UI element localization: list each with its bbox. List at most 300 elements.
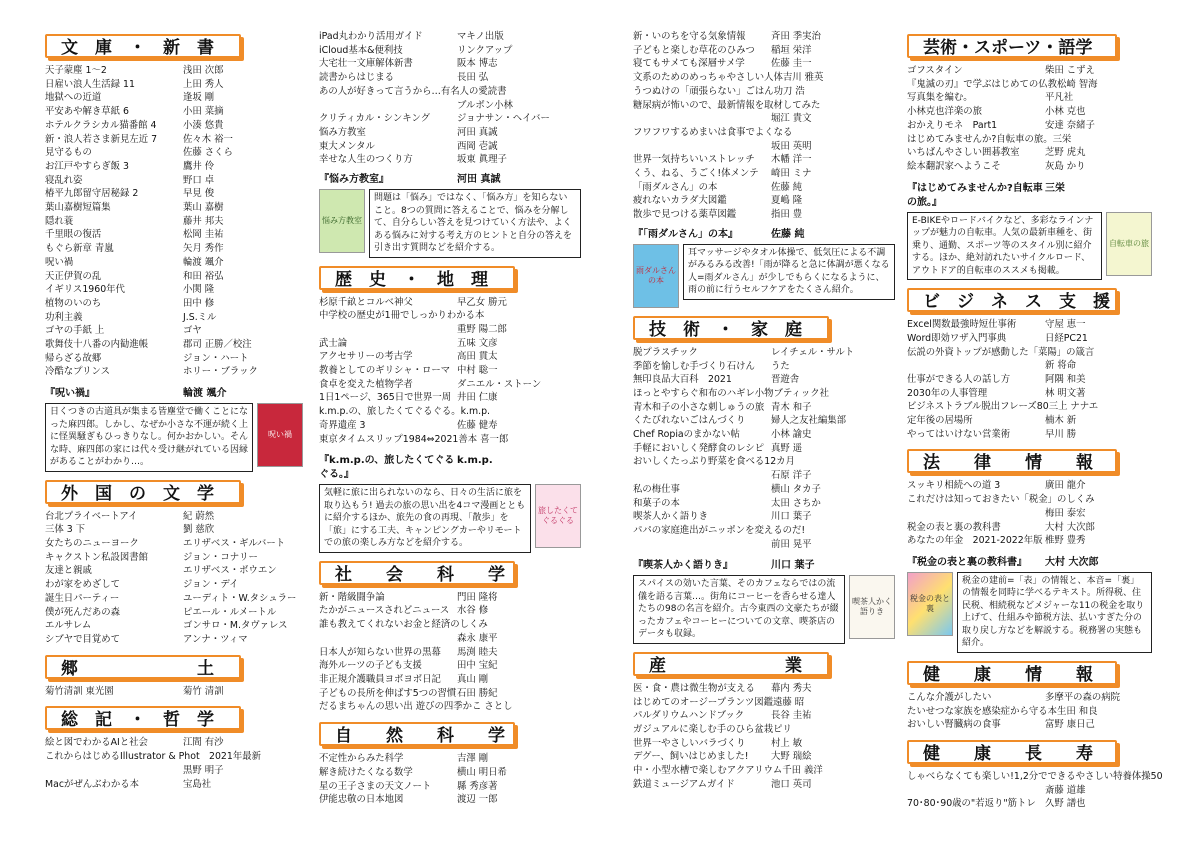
book-title: 糖尿病が怖いので、最新情報を取材してみた xyxy=(633,99,821,111)
book-author: 紀 蔚然 xyxy=(183,510,215,522)
section-heading: 法 律 情 報 xyxy=(907,449,1117,473)
book-author: 青木 和子 xyxy=(771,401,812,413)
book-list xyxy=(907,318,1152,441)
book-row xyxy=(633,737,895,751)
book-row xyxy=(633,414,895,428)
book-row xyxy=(319,604,581,618)
book-title: 植物のいのち xyxy=(45,297,102,309)
book-row xyxy=(45,338,303,352)
book-row xyxy=(45,297,303,311)
book-row xyxy=(45,778,303,792)
book-row xyxy=(319,350,581,364)
book-author: ブルボン小林 xyxy=(457,99,513,111)
book-row xyxy=(319,618,581,632)
book-title: 文系のためのめっちゃやさしい人体 xyxy=(633,72,783,84)
book-title: 椿平九郎留守居秘録 2 xyxy=(45,188,139,200)
book-author: 太田 さちか xyxy=(771,497,821,509)
book-list xyxy=(319,591,581,714)
featured-description: E-BIKEやロードバイクなど、多彩なラインナップが魅力の自転車。人気の最新車種を、街乗り、通勤、スポーツ等のスタイル別に紹介する。ほか、絶対訪れたいサイクルロード、アウトドア的自転車のススメも掲載。 xyxy=(907,212,1102,281)
book-title xyxy=(45,764,183,778)
book-author: 小林 諭史 xyxy=(771,429,812,441)
book-author: 木幡 洋一 xyxy=(771,154,812,166)
featured-book xyxy=(907,556,1152,653)
book-title: ゴフスタイン xyxy=(907,65,963,76)
book-row xyxy=(633,469,895,483)
book-list xyxy=(907,691,1152,732)
book-title: イギリス1960年代 xyxy=(45,284,125,296)
book-author: 佐藤 健寿 xyxy=(457,419,498,431)
section-heading: ビ ジ ネ ス 支 援 xyxy=(907,288,1117,312)
book-author: 早乙女 勝元 xyxy=(457,296,507,308)
book-cover-image: 喫茶人かく語りき xyxy=(849,575,895,639)
book-author xyxy=(792,126,895,140)
book-author: リンクアップ xyxy=(457,44,513,56)
book-title: 中・小型水槽で楽しむアクアリウム xyxy=(633,765,783,777)
book-title: 季節を愉しむ手づくり石けん xyxy=(633,360,755,372)
section-heading: 外 国 の 文 学 xyxy=(45,480,241,504)
book-title: 解き続けたくなる数学 xyxy=(319,766,413,778)
book-row xyxy=(45,256,303,270)
book-author: 功刀 浩 xyxy=(773,85,805,97)
book-row xyxy=(319,296,581,310)
book-author: 宝島社 xyxy=(183,778,212,790)
book-author xyxy=(484,309,581,323)
book-author: 縣 秀彦著 xyxy=(457,780,498,792)
book-title: 功利主義 xyxy=(45,311,83,323)
section-heading: 文 庫 ・ 新 書 xyxy=(45,34,241,58)
featured-body xyxy=(319,189,581,258)
book-author: ジョン・ハート xyxy=(183,352,249,364)
featured-book xyxy=(319,173,581,258)
book-row xyxy=(633,194,895,208)
book-title: パルダリウムハンドブック xyxy=(633,710,745,722)
book-author: 川口 葉子 xyxy=(771,511,812,523)
book-author: 佐々木 裕一 xyxy=(183,133,233,145)
book-section xyxy=(633,316,895,552)
book-author: 真野 遥 xyxy=(771,442,803,454)
book-row xyxy=(907,146,1152,160)
book-title: 海外ルーツの子ども支援 xyxy=(319,660,422,672)
book-title: 誰も教えてくれないお金と経済のしくみ xyxy=(319,619,488,631)
book-row xyxy=(907,91,1152,105)
book-cover-image: 旅したくてぐるぐる xyxy=(535,484,581,548)
book-title: ホテルクラシカル猫番館 4 xyxy=(45,119,157,131)
book-section xyxy=(907,34,1152,174)
book-row xyxy=(319,687,581,701)
book-author: 郡司 正勝／校注 xyxy=(183,339,252,351)
book-row xyxy=(45,736,303,750)
book-row xyxy=(45,578,303,592)
book-row xyxy=(45,324,303,338)
book-row xyxy=(45,606,303,620)
book-author: 梅田 泰宏 xyxy=(1045,507,1086,519)
book-author: 輪渡 颯介 xyxy=(183,256,224,268)
book-author: 小田 菜摘 xyxy=(183,106,224,118)
book-title: 2030年の人事管理 xyxy=(907,387,988,399)
book-title: Excel関数最強時短仕事術 xyxy=(907,319,1017,331)
book-list xyxy=(319,296,581,447)
featured-author: 河田 真誠 xyxy=(457,174,501,186)
book-title xyxy=(633,140,771,154)
book-title: 東京タイムスリップ1984⇔2021 xyxy=(319,433,459,445)
featured-author: 大村 大次郎 xyxy=(1045,556,1099,568)
book-row xyxy=(907,387,1152,401)
book-author: ユーディト・W.タシュラー xyxy=(183,592,297,604)
book-title: 私の梅仕事 xyxy=(633,483,680,495)
book-row xyxy=(907,770,1163,784)
book-title xyxy=(319,323,457,337)
book-cover-image: 雨ダルさんの本 xyxy=(633,244,679,308)
featured-title-line xyxy=(45,387,303,401)
book-row xyxy=(319,57,581,71)
featured-description: 耳マッサージやタオル体操で、低気圧による不調がみるみる改善!「雨が降ると急に体調が悪くなる人=雨ダルさん」が少しでもらくになるように、雨の前に行うセルフケアをたくさん紹介。 xyxy=(683,244,895,300)
book-author: 指田 豊 xyxy=(771,209,803,221)
book-author: 生田 和良 xyxy=(1057,705,1098,717)
book-list xyxy=(907,770,1163,811)
book-row xyxy=(633,401,895,415)
book-title: 日本人が知らない世界の黒幕 xyxy=(319,646,441,658)
book-title: くたびれないごはんづくり xyxy=(633,415,746,427)
book-row xyxy=(633,99,895,113)
book-row xyxy=(633,497,895,511)
book-title xyxy=(633,469,771,483)
book-row xyxy=(319,323,581,337)
book-row xyxy=(907,373,1152,387)
book-row xyxy=(319,337,581,351)
featured-description: 日くつきの古道具が集まる皆塵堂で働くことになった麻四郎。しかし、なぜか小さな不運が続く上に怪異騒ぎもひっきりなし。何かおかしい。そんな時、麻四郎の家には代々受け継がれている因縁があることがわかり…。 xyxy=(45,403,253,472)
featured-description: 問題は「悩み」ではなく、「悩み方」を知らないこと。8つの質問に答えることで、悩みを分解して、自分らしい答えを見つけていく方法や、よくある悩みに対する考え方のヒントと自分の答えを引き出す質問などを紹介する。 xyxy=(369,189,581,258)
book-title: 小林克也洋楽の旅 xyxy=(907,106,983,118)
book-title: 世界一やさしいバラづくり xyxy=(633,737,746,749)
book-row xyxy=(45,537,303,551)
book-row xyxy=(45,64,303,78)
book-row xyxy=(45,352,303,366)
book-author: 浅田 次郎 xyxy=(183,65,224,76)
book-row xyxy=(45,174,303,188)
featured-description: 税金の建前=「表」の情報と、本音=「裏」の情報を同時に学べるテキスト。所得税、住民税、相続税などメジャーな11の税金を取り上げて、仕組みや節税方法、払いすぎた分の取り戻し方などを解説する。税務署の実態も紹介。 xyxy=(957,572,1152,653)
book-author: 石原 洋子 xyxy=(771,470,812,482)
book-title: フワフワするめまいは食事でよくなる xyxy=(633,126,793,138)
book-row xyxy=(319,591,581,605)
featured-book xyxy=(633,228,895,308)
book-author xyxy=(507,85,581,99)
book-row xyxy=(319,140,581,154)
featured-title: 『税金の表と裏の教科書』 xyxy=(907,556,1027,568)
book-author: 鷹井 伶 xyxy=(183,160,215,172)
book-row xyxy=(633,682,895,696)
book-title: 誕生日パーティー xyxy=(45,592,120,604)
book-author: 藤井 邦夫 xyxy=(183,215,224,227)
book-row xyxy=(45,201,303,215)
book-title: 地獄への近道 xyxy=(45,92,102,104)
book-author: 斎藤 道雄 xyxy=(1045,784,1086,796)
book-title: 『鬼滅の刃』で学ぶはじめての仏教 xyxy=(907,78,1058,90)
book-title: 疲れないカラダ大図鑑 xyxy=(633,195,727,207)
featured-title: 『呪い禍』 xyxy=(45,388,95,400)
book-title: 不定性からみた科学 xyxy=(319,753,404,765)
book-author: 善本 喜一郎 xyxy=(458,433,509,445)
book-row xyxy=(319,752,581,766)
book-title: おいしい腎臓病の食事 xyxy=(907,719,1001,731)
book-author: 上田 秀人 xyxy=(183,78,224,90)
featured-body xyxy=(633,575,895,644)
book-author: うた xyxy=(771,360,790,372)
book-title: 大宅壮一文庫解体新書 xyxy=(319,58,413,70)
book-cover-image: 自転車の旅 xyxy=(1106,212,1152,276)
book-row xyxy=(319,632,581,646)
book-list xyxy=(45,64,303,379)
book-author: 遠藤 昭 xyxy=(772,696,805,708)
book-author: 楠木 新 xyxy=(1045,415,1077,427)
book-author: 早見 俊 xyxy=(183,188,215,200)
book-row xyxy=(633,346,895,360)
book-author: 横山 明日希 xyxy=(457,766,507,778)
book-title: iPad丸わかり活用ガイド xyxy=(319,31,423,42)
book-author xyxy=(1094,346,1152,360)
book-author: 坂田 英明 xyxy=(771,140,812,152)
featured-title: 『喫茶人かく語りき』 xyxy=(633,560,733,572)
featured-book xyxy=(633,559,895,644)
book-section xyxy=(633,652,895,792)
book-author: 馬渕 睦夫 xyxy=(457,646,498,658)
book-title: 冷酷なプリンス xyxy=(45,366,110,378)
book-title: Word即効ワザ入門事典 xyxy=(907,332,1007,344)
book-row xyxy=(633,126,895,140)
book-author: マキノ出版 xyxy=(457,31,504,42)
book-row xyxy=(319,364,581,378)
book-title: 星の王子さまの天文ノート xyxy=(319,780,432,792)
book-title: 寝てもサメても深層サメ学 xyxy=(633,58,745,70)
book-row xyxy=(633,71,895,85)
book-title: 杉原千畝とコルベ神父 xyxy=(319,296,413,308)
book-author: 長谷 圭祐 xyxy=(771,710,812,722)
book-row xyxy=(633,696,895,710)
book-author: 松崎 智海 xyxy=(1057,78,1098,90)
featured-author: k.m.p. xyxy=(457,455,493,467)
book-title: k.m.p.の、旅したくてぐるぐる。 xyxy=(319,406,461,418)
book-row xyxy=(633,181,895,195)
book-row xyxy=(633,387,895,401)
book-row xyxy=(319,30,581,44)
book-title: ほっとやすらぐ和布のハギレ小物 xyxy=(633,387,774,399)
book-row xyxy=(45,365,303,379)
book-row xyxy=(319,793,581,807)
book-row xyxy=(633,455,895,469)
book-title: ゴヤの手紙 上 xyxy=(45,325,105,337)
featured-title-line xyxy=(633,559,895,573)
book-row xyxy=(633,30,895,44)
book-title: 散歩で見つける薬草図鑑 xyxy=(633,209,737,221)
book-title: 手軽においしく発酵食のレシピ xyxy=(633,442,765,454)
book-author: 池口 英司 xyxy=(771,778,812,790)
book-author: 坂東 眞理子 xyxy=(457,154,507,166)
book-author: かこ さとし xyxy=(462,701,513,713)
book-title: くう、ねる、うごく!体メンテ xyxy=(633,168,759,180)
book-list xyxy=(45,736,303,791)
book-author: 富野 康日己 xyxy=(1045,719,1095,731)
book-row xyxy=(907,133,1152,147)
section-heading: 歴 史 ・ 地 理 xyxy=(319,266,515,290)
book-title: 1日1ページ、365日で世界一周 xyxy=(319,392,452,404)
featured-body xyxy=(907,212,1152,281)
book-row xyxy=(319,153,581,167)
featured-title-line xyxy=(633,228,895,242)
book-author: 森永 康平 xyxy=(457,632,498,644)
book-title: たかがニュースされどニュース xyxy=(319,605,450,617)
book-title: 税金の表と裏の教科書 xyxy=(907,521,1001,533)
book-title: 女たちのニューヨーク xyxy=(45,538,139,550)
book-title: アクセサリーの考古学 xyxy=(319,351,413,363)
book-section xyxy=(907,288,1152,441)
book-list xyxy=(907,479,1152,548)
book-author: 大村 大次郎 xyxy=(1045,521,1095,533)
book-section xyxy=(319,561,581,714)
book-title: 奇界遺産 3 xyxy=(319,419,366,431)
book-section xyxy=(45,706,303,791)
book-author: 門田 隆将 xyxy=(457,591,498,603)
book-author: 婦人之友社編集部 xyxy=(771,415,847,427)
book-author: アンナ・ツィマ xyxy=(183,634,248,645)
book-row xyxy=(45,160,303,174)
book-title: 武士論 xyxy=(319,337,348,349)
book-author: 佐藤 純 xyxy=(771,181,803,193)
featured-title-line xyxy=(319,173,581,187)
book-row xyxy=(633,44,895,58)
book-row xyxy=(45,685,303,699)
featured-book xyxy=(907,182,1152,281)
book-title: 日雇い浪人生活録 11 xyxy=(45,78,135,90)
book-title: これだけは知っておきたい「税金」のしくみ xyxy=(907,494,1095,506)
book-title: 東大メンタル xyxy=(319,140,375,152)
book-author xyxy=(805,524,895,538)
book-row xyxy=(45,564,303,578)
book-row xyxy=(907,78,1152,92)
book-author: エリザベス・ボウエン xyxy=(183,565,277,577)
book-author: 劉 慈欣 xyxy=(183,524,215,536)
book-row xyxy=(633,442,895,456)
book-title: 三体 3 下 xyxy=(45,524,86,536)
book-row xyxy=(319,126,581,140)
book-title: 台北プライベートアイ xyxy=(45,510,138,522)
book-title: エルサレム xyxy=(45,620,92,632)
book-title: 絵と図でわかるAIと社会 xyxy=(45,737,148,749)
book-title: 「雨ダルさん」の本 xyxy=(633,181,718,193)
book-row xyxy=(633,153,895,167)
book-title xyxy=(907,784,1045,798)
book-row xyxy=(907,359,1152,373)
featured-title-line xyxy=(907,182,1152,210)
section-heading: 郷 土 xyxy=(45,655,241,679)
book-author: 河田 真誠 xyxy=(457,126,498,138)
book-title: 呪い禍 xyxy=(45,256,74,268)
book-author: 菊竹 清訓 xyxy=(183,685,224,697)
book-title: クリティカル・シンキング xyxy=(319,113,431,125)
book-row xyxy=(319,112,581,126)
book-title: 僕が死んだあの森 xyxy=(45,606,121,618)
book-title: 悩み方教室 xyxy=(319,126,366,138)
book-title: ガジュアルに楽しむ手のひら盆栽 xyxy=(633,724,774,735)
book-title xyxy=(319,632,457,646)
section-heading: 社 会 科 学 xyxy=(319,561,515,585)
book-title: 葉山嘉樹短篇集 xyxy=(45,202,111,214)
featured-description: スパイスの効いた言葉、そのカフェならではの流儀を語る言葉…。街角にコーヒーを香らせる達人たちの98の名言を紹介。古今東西の文豪たちが綴ったカフェやコーヒーについての文章、喫茶店のデータも収録。 xyxy=(633,575,845,644)
section-heading: 芸術・スポーツ・語学 xyxy=(907,34,1117,58)
book-author: 堀江 貴文 xyxy=(771,113,812,125)
book-row xyxy=(907,105,1152,119)
book-author: 井田 仁康 xyxy=(457,392,498,404)
book-title: パパの家庭進出がニッポンを変えるのだ! xyxy=(633,524,806,536)
book-row xyxy=(633,373,895,387)
book-author: 田中 修 xyxy=(183,297,215,309)
book-author: 前田 晃平 xyxy=(771,538,812,550)
book-list xyxy=(319,30,581,167)
book-author: 三上 ナナエ xyxy=(1048,401,1099,413)
book-title: 中学校の歴史が1冊でしっかりわかる本 xyxy=(319,310,485,322)
book-author: 夏嶋 隆 xyxy=(771,195,803,207)
book-author: 矢月 秀作 xyxy=(183,243,224,255)
book-row xyxy=(633,57,895,71)
book-row xyxy=(45,510,303,524)
book-section xyxy=(319,722,581,807)
book-author: 和田 裕弘 xyxy=(183,270,224,282)
book-row xyxy=(319,700,581,714)
book-title: Macがぜんぶわかる本 xyxy=(45,778,139,790)
book-title: キャクストン私設図書館 xyxy=(45,551,149,563)
book-author: 高田 貫太 xyxy=(457,351,498,363)
book-author: 真山 剛 xyxy=(457,673,489,685)
book-list xyxy=(633,30,895,222)
book-author: 阿隅 和美 xyxy=(1045,373,1086,385)
book-row xyxy=(633,750,895,764)
book-row xyxy=(45,187,303,201)
featured-title: 『悩み方教室』 xyxy=(319,174,389,186)
book-row xyxy=(45,78,303,92)
book-title: ビジネストラブル脱出フレーズ80 xyxy=(907,401,1049,413)
book-row xyxy=(907,797,1152,811)
book-row xyxy=(907,160,1152,174)
book-list xyxy=(907,64,1152,174)
book-row xyxy=(633,428,895,442)
book-author: 阪本 博志 xyxy=(457,58,498,70)
book-title: 鉄道ミュージアムガイド xyxy=(633,778,735,790)
book-author: 佐藤 さくら xyxy=(183,147,233,159)
book-row xyxy=(907,400,1152,414)
book-title: 脱プラスチック xyxy=(633,346,698,358)
book-title: 青木和子の小さな刺しゅうの旅 xyxy=(633,401,765,413)
book-title: Chef Ropiaのまかない帖 xyxy=(633,429,740,441)
featured-body xyxy=(319,484,581,553)
book-title: これからはじめるIllustrator & Phot 2021年最新 xyxy=(45,751,261,763)
book-section xyxy=(907,449,1152,548)
book-row xyxy=(45,619,303,633)
book-author: 幕内 秀夫 xyxy=(771,682,812,694)
book-title: お江戸やすらぎ飯 3 xyxy=(45,160,129,172)
book-author: 野口 卓 xyxy=(183,174,215,186)
book-section xyxy=(45,34,303,379)
book-row xyxy=(633,524,895,538)
book-title: 見守るもの xyxy=(45,147,92,159)
book-author: 吉川 雅英 xyxy=(782,72,824,84)
book-author: 吉澤 剛 xyxy=(457,753,489,765)
book-row xyxy=(45,133,303,147)
featured-body xyxy=(633,244,895,308)
book-row xyxy=(319,673,581,687)
book-row xyxy=(45,91,303,105)
book-author: 村上 敏 xyxy=(771,737,803,749)
book-row xyxy=(633,709,895,723)
featured-body xyxy=(45,403,303,472)
book-title xyxy=(907,507,1045,521)
